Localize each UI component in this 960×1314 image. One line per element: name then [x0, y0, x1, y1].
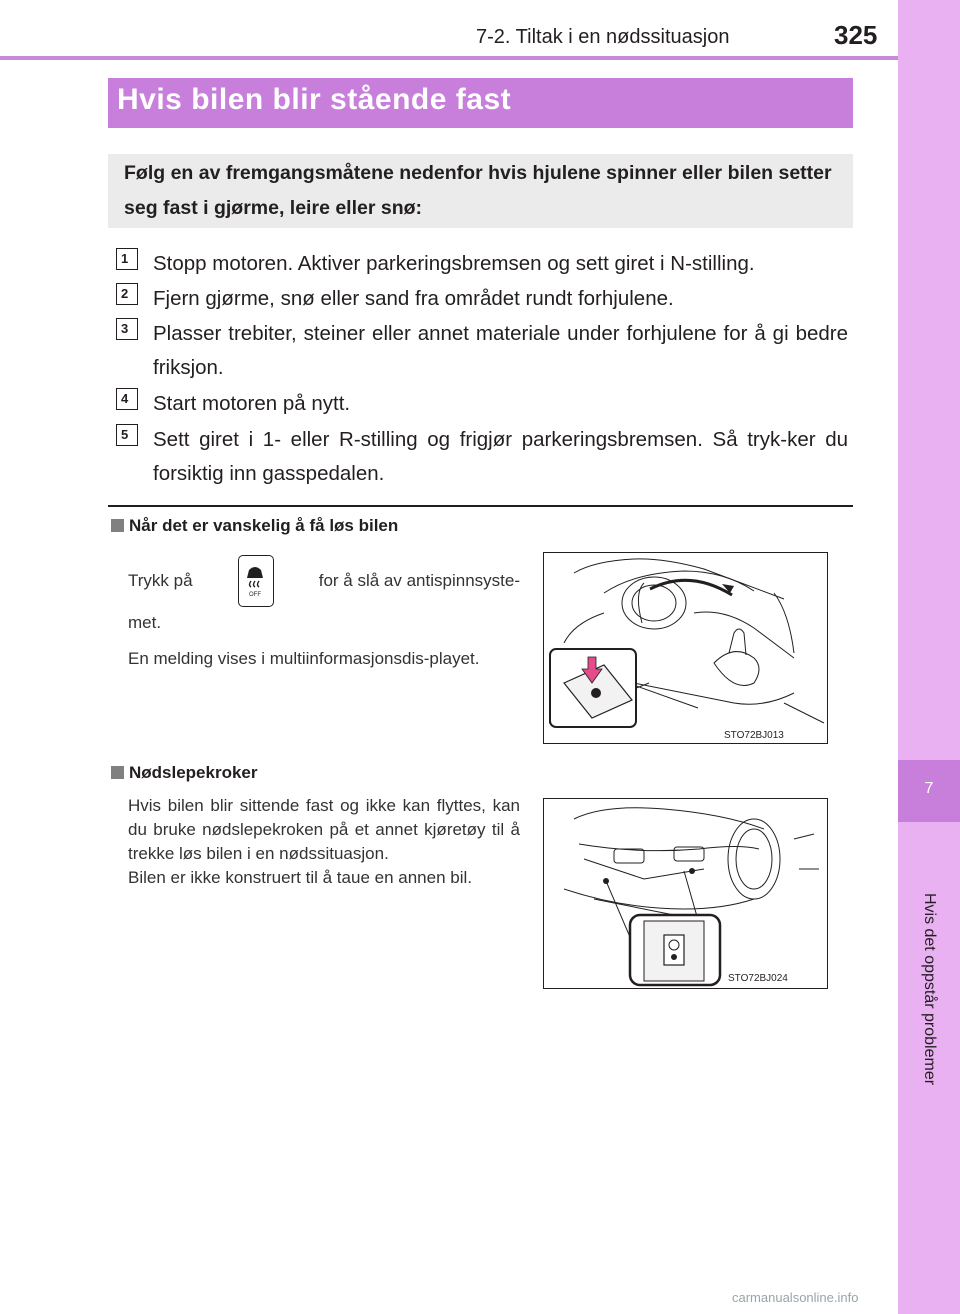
step-number: 3 [116, 318, 138, 340]
section-heading-text: Når det er vanskelig å få løs bilen [129, 516, 399, 535]
figure-tow-hook [543, 798, 828, 989]
tow-hook-illustration [544, 799, 827, 988]
page-number: 325 [834, 20, 878, 50]
section-divider [108, 505, 853, 507]
footer-watermark: carmanualsonline.info [732, 1290, 859, 1305]
section1-text [128, 553, 520, 671]
vsc-off-button-icon [238, 555, 274, 607]
step-text: Stopp motoren. Aktiver parkeringsbremsen og sett giret i N-stilling. [153, 252, 755, 275]
step-number: 2 [116, 283, 138, 305]
intro-text: Følg en av fremgangsmåtene nedenfor hvis hjulene spinner eller bilen setter seg fast i gjørme, leire eller snø: [124, 162, 832, 219]
section2-note: Bilen er ikke konstruert til å taue en annen bil. [128, 868, 472, 887]
figure-dashboard-vsc-button [543, 552, 828, 744]
page-title: Hvis bilen blir stående fast [117, 83, 512, 116]
section-heading-text: Nødslepekroker [129, 763, 258, 782]
svg-text:OFF: OFF [248, 592, 261, 598]
text-after-icon: for å slå av antispinnsyste- [318, 571, 520, 590]
header-section-title: 7-2. Tiltak i en nødssituasjon [476, 26, 730, 48]
step-text: Start motoren på nytt. [153, 392, 351, 415]
section1-note: En melding vises i multiinformasjonsdis-playet. [128, 649, 480, 668]
figure-label: STO72BJ024 [728, 973, 788, 984]
figure-label: STO72BJ013 [724, 730, 784, 741]
section2-paragraph: Hvis bilen blir sittende fast og ikke kan flyttes, kan du bruke nødslepekroken på et annet kjøretøy til å trekke løs bilen i en nødssituasjon. [128, 796, 520, 863]
step-number: 4 [116, 388, 138, 410]
section-heading-tow-hook [111, 763, 258, 783]
step-text: Sett giret i 1- eller R-stilling og frigjør parkeringsbremsen. Så tryk-ker du forsiktig inn gasspedalen. [153, 428, 848, 485]
bullet-square-icon [111, 519, 124, 532]
bullet-square-icon [111, 766, 124, 779]
step-number: 5 [116, 424, 138, 446]
step-text: Fjern gjørme, snø eller sand fra området rundt forhjulene. [153, 287, 674, 310]
dashboard-illustration [544, 553, 827, 743]
section1-line1 [128, 553, 520, 609]
chapter-title: Hvis det oppstår problemer [921, 892, 938, 1086]
chapter-number: 7 [924, 780, 934, 797]
text-before-icon: Trykk på [128, 571, 193, 590]
section1-line2: met. [128, 613, 162, 632]
step-number: 1 [116, 248, 138, 270]
section2-text [128, 794, 520, 890]
step-text: Plasser trebiter, steiner eller annet materiale under forhjulene for å gi bedre friksjon. [153, 322, 848, 379]
header-rule [0, 56, 898, 60]
section-heading-stuck [111, 516, 398, 536]
